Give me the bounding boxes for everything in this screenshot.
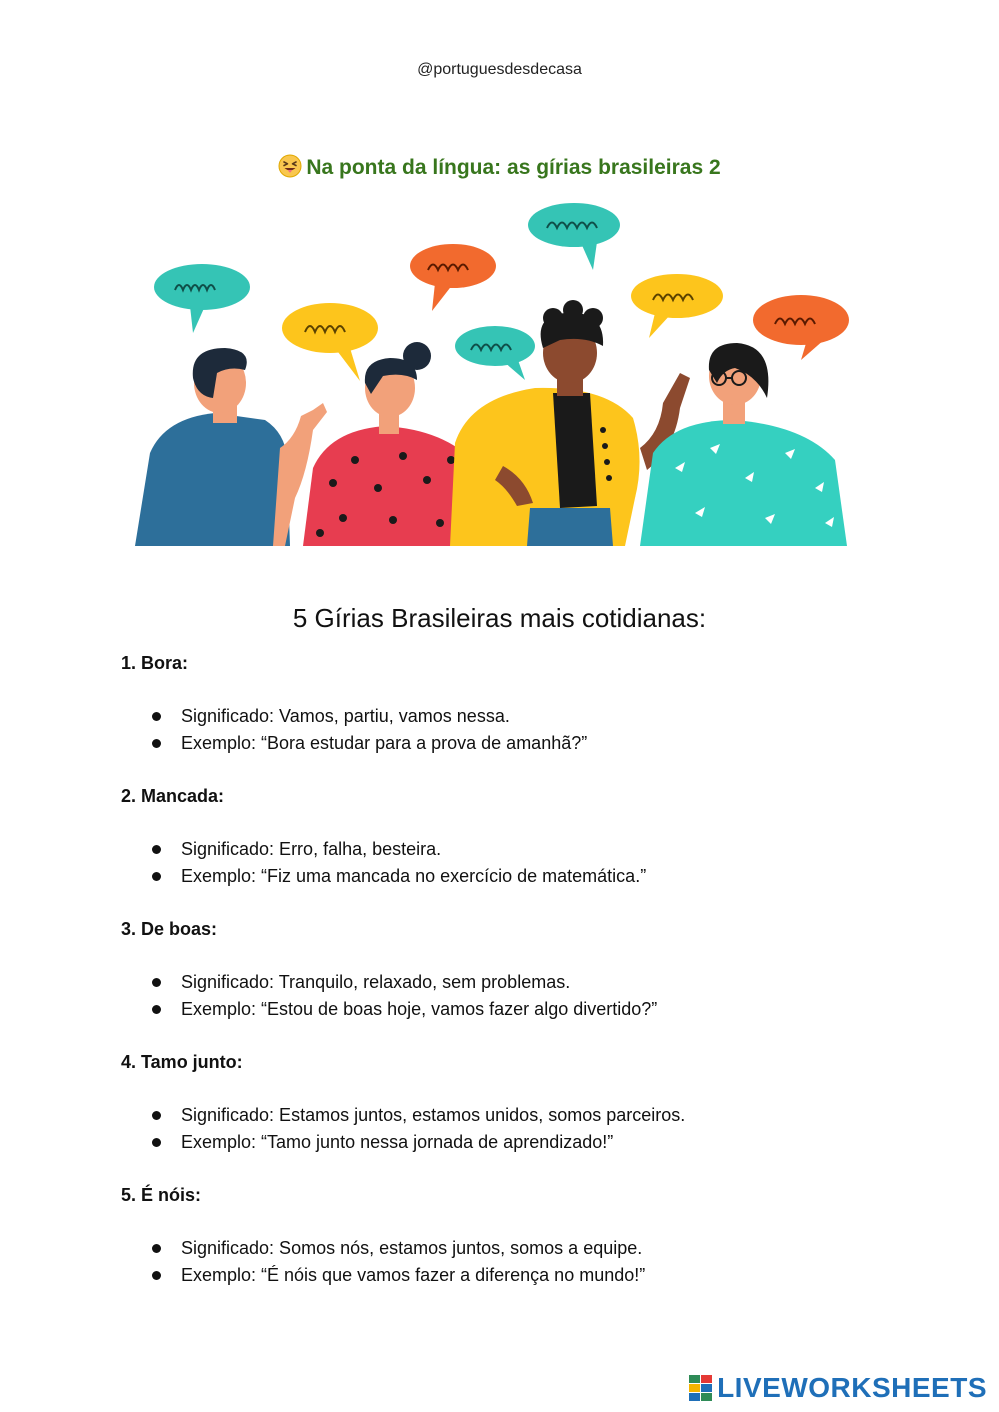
meaning-item: Significado: Tranquilo, relaxado, sem problemas. (121, 969, 881, 996)
slang-term: 5. É nóis: (121, 1185, 202, 1205)
person-teal-shirt (640, 343, 847, 546)
speech-bubble (282, 303, 378, 381)
example-item: Exemplo: “Estou de boas hoje, vamos fazer algo divertido?” (121, 996, 881, 1023)
person-blue-shirt (135, 348, 327, 546)
slang-term: 2. Mancada: (121, 786, 225, 806)
liveworksheets-logo[interactable] (689, 1370, 987, 1406)
speech-bubble (154, 264, 250, 333)
squinting-face-with-tongue-icon (278, 154, 302, 178)
slang-list (121, 650, 881, 1315)
page-title (0, 154, 999, 180)
speech-bubble (753, 295, 849, 360)
slang-details (121, 1235, 881, 1289)
slang-details (121, 703, 881, 757)
speech-bubble (528, 203, 620, 270)
meaning-item: Significado: Somos nós, estamos juntos, somos a equipe. (121, 1235, 881, 1262)
speech-bubble (410, 244, 496, 311)
slang-details (121, 969, 881, 1023)
slang-entry (121, 650, 881, 757)
example-item: Exemplo: “Bora estudar para a prova de amanhã?” (121, 730, 881, 757)
example-item: Exemplo: “Tamo junto nessa jornada de aprendizado!” (121, 1129, 881, 1156)
speech-bubble (631, 274, 723, 338)
slang-entry (121, 1049, 881, 1156)
example-item: Exemplo: “Fiz uma mancada no exercício de matemática.” (121, 863, 881, 890)
slang-term: 4. Tamo junto: (121, 1052, 243, 1072)
author-handle: @portuguesdesdecasa (417, 61, 582, 78)
meaning-item: Significado: Vamos, partiu, vamos nessa. (121, 703, 881, 730)
meaning-item: Significado: Estamos juntos, estamos unidos, somos parceiros. (121, 1102, 881, 1129)
slang-term: 1. Bora: (121, 653, 189, 673)
slang-details (121, 1102, 881, 1156)
example-item: Exemplo: “É nóis que vamos fazer a diferença no mundo!” (121, 1262, 881, 1289)
meaning-item: Significado: Erro, falha, besteira. (121, 836, 881, 863)
people-talking-illustration (135, 198, 855, 546)
section-heading: 5 Gírias Brasileiras mais cotidianas: (292, 603, 707, 633)
brand-name: LIVEWORKSHEETS (717, 1372, 987, 1403)
slang-term: 3. De boas: (121, 919, 218, 939)
slang-entry (121, 916, 881, 1023)
speech-bubble (455, 326, 535, 380)
title-text: Na ponta da língua: as gírias brasileiras 2 (306, 156, 721, 179)
slang-entry (121, 1182, 881, 1289)
slang-details (121, 836, 881, 890)
liveworksheets-logo-icon (689, 1375, 713, 1401)
slang-entry (121, 783, 881, 890)
